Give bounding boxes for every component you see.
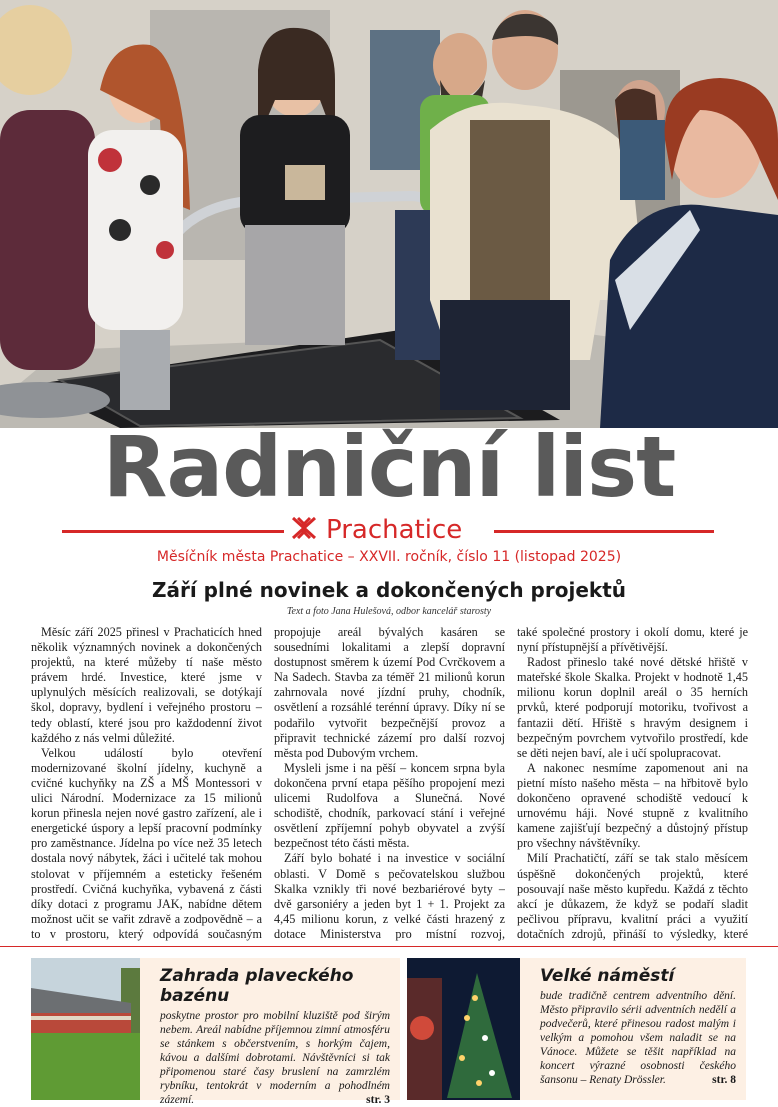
teaser-title: Velké náměstí xyxy=(540,966,675,986)
town-line xyxy=(290,512,490,548)
paragraph: A nakonec nesmíme zapomenout ani na pietní místo našeho města – na hřbitově bylo dokončeno opravené schodiště vedoucí k urnovému háji. Nové stupně z kvalitního kamene zajišťují bezpečný a důstojný přístup pro všechny návštěvníky. xyxy=(517,760,748,851)
page-reference[interactable]: str. 8 xyxy=(712,1074,736,1086)
kitchen-scene-illustration xyxy=(0,0,778,428)
town-crest-icon xyxy=(290,515,318,546)
section-divider xyxy=(0,946,778,947)
paragraph: propojuje areál bývalých kasáren se sousedními lokalitami a zlepší dopravní dostupnost směrem k území Pod Cvrčkovem a Na Sadech. Stavba za téměř 21 milionů korun zahrnovala nové jízdní pruhy, chodník, osvětlení a rozsáhlé terénní úpravy. Díky ní se podařilo vytvořit bezpečnější provoz a připravit technické zázemí pro další rozvoj města pod Dubovým vrchem. xyxy=(274,625,505,760)
teaser-text: poskytne prostor pro mobilní kluziště pod širým nebem. Areál nabídne příjemnou zimní atmosféru se stánkem s občerstvením, s horkým čajem, kávou a dalšími dobrotami. Návštěvníci si tak připomenou staré časy bruslení na zamrzlém rybníku, tentokrát v moderním a pohodlném zázemí. str. 3 xyxy=(160,1010,390,1106)
article-column-2 xyxy=(274,625,505,943)
article-body xyxy=(31,625,748,943)
masthead xyxy=(0,420,778,515)
teaser-main-square[interactable] xyxy=(520,958,746,1100)
paragraph: Milí Prachatičtí, září se tak stalo měsícem úspěšně dokončených projektů, které posouvají naše město kupředu. Každá z těchto akcí je důkazem, že když se podaří sladit pečlivou přípravu, kvalitní práci a využití dotačních zdrojů, přináší to výsledky, které xyxy=(517,851,748,941)
paragraph: Měsíc září 2025 přinesl v Prachaticích hned několik významných novinek a dokončených projektů, na které můžeby tí naše město právem hrdé. Investice, které jsme v uplynulých měsících realizovali, se dotýkají škol, dopravy, bydlení i veřejného prostoru – tedy oblastí, které jsou pro každodenní život každého z nás velmi důležité. xyxy=(31,625,262,745)
christmas-tree-photo xyxy=(407,958,520,1100)
teaser-text: bude tradičně centrem adventního dění. Město připravilo sérii adventních nedělí a podvečerů, které přinesou radost malým i velkým a pomohou všem naladit se na Vánoce. Můžete se těšit například na koncert výrazné osobnosti českého šansonu – Renaty Drössler. str. 8 xyxy=(540,990,736,1086)
masthead-rule-left xyxy=(62,530,284,533)
article-headline: Září plné novinek a dokončených projektů xyxy=(151,578,626,602)
article-column-3 xyxy=(517,625,748,943)
paragraph: Mysleli jsme i na pěší – koncem srpna byla dokončena první etapa pěšího propojení mezi ulicemi Rudolfova a Slunečná. Nové schodiště, chodník, parkovací stání i veřejné osvětlení zpříjemní pohyb obyvatel a zvýší bezpečnost této části města. xyxy=(274,760,505,851)
issue-subtitle: Měsíčník města Prachatice – XXVII. ročník, číslo 11 (listopad 2025) xyxy=(156,549,622,565)
masthead-rule-right xyxy=(494,530,714,533)
article-byline: Text a foto Jana Hulešová, odbor kancelář starosty xyxy=(286,606,492,617)
page-reference[interactable]: str. 3 xyxy=(366,1094,390,1106)
newspaper-title: Radniční list xyxy=(102,418,676,516)
paragraph: Září bylo bohaté i na investice v sociální oblasti. V Domě s pečovatelskou službou Skalka vznikly tři nové bezbariérové byty – dvě garsoniéry a jeden byt 1 + 1. Projekt za 4,45 milionu korun, z velké části hrazený z dotace Ministerstva pro místní rozvoj, xyxy=(274,851,505,941)
teaser-title: Zahrada plaveckého bazénu xyxy=(160,966,354,1006)
article-column-1 xyxy=(31,625,262,943)
paragraph: Velkou událostí bylo otevření modernizované školní jídelny, kuchyně a cvičné kuchyňky na ZŠ a MŠ Montessori v ulici Národní. Modernizace za 15 milionů korun přinesla nejen nové gastro zařízení, ale i energetické úspory a lepší pracovní podmínky pro zaměstnance. Jídelna po více než 35 letech dostala nový nábytek, žáci i učitelé tak mohou stolovat v příjemném a esteticky řešeném prostředí. Cvičná kuchyňka, vybavená z části díky dotaci z programu JAK, nabídne dětem možnost učit se vařit zdravě a zodpovědně – a to v prostoru, který odpovídá současným xyxy=(31,745,262,941)
town-name: Prachatice xyxy=(326,515,463,545)
teaser-pool-garden[interactable] xyxy=(140,958,400,1106)
pool-garden-photo xyxy=(31,958,140,1100)
hero-photo xyxy=(0,0,778,428)
paragraph: Radost přineslo také nové dětské hřiště v mateřské škole Skalka. Projekt v hodnotě 1,45 milionu korun doplnil areál o 35 herních prvků, které podporují motoriku, tvořivost a fantazii dětí. Hřiště s hravým designem i bezpečným povrchem vytvořilo prostředí, kde se děti nejen baví, ale i učí spolupracovat. xyxy=(517,655,748,760)
paragraph: také společné prostory i okolí domu, které je nyní přístupnější a přívětivější. xyxy=(517,625,748,655)
